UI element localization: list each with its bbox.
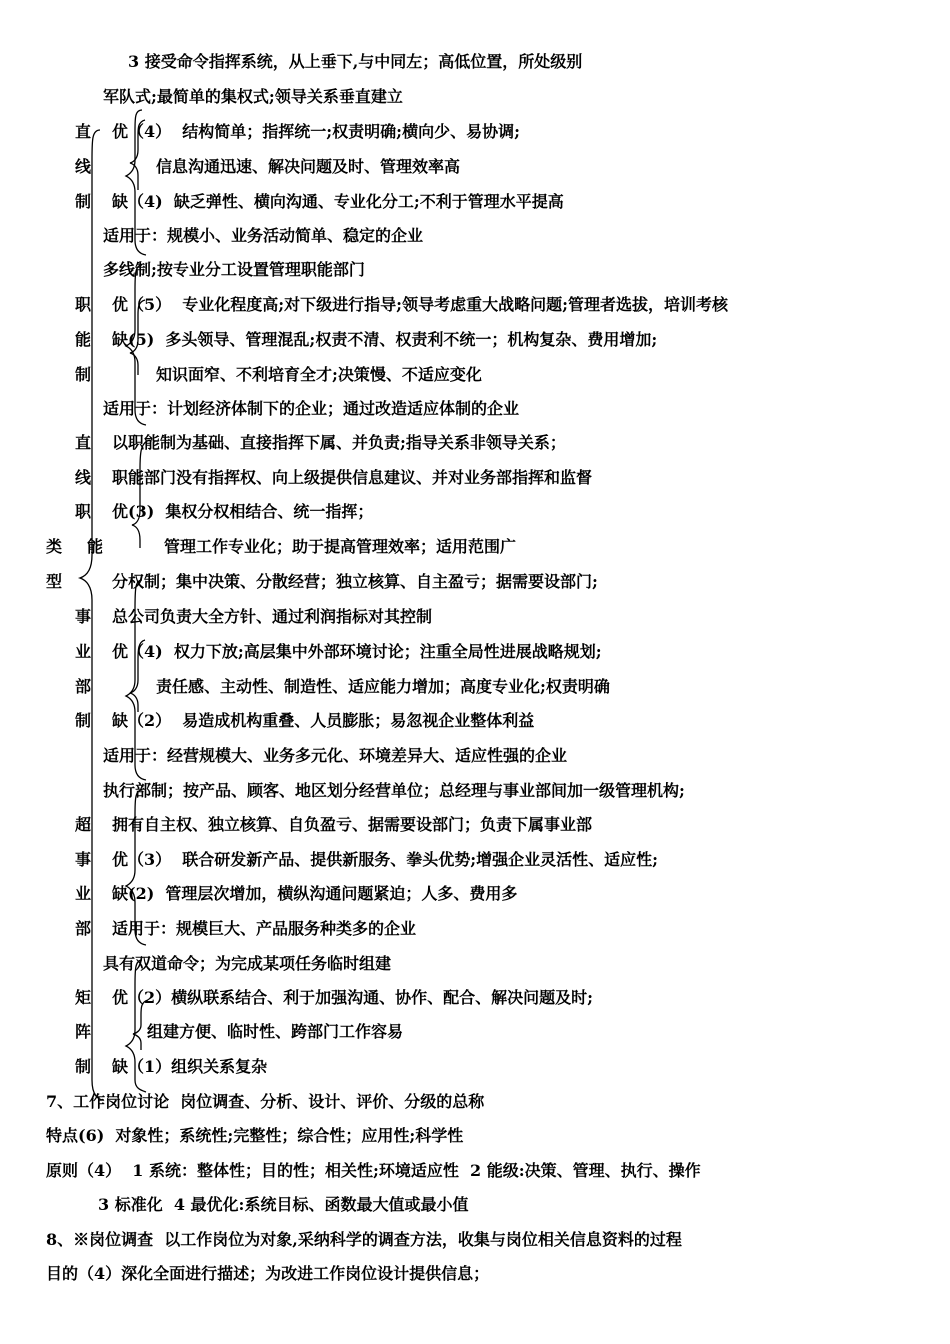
side-label: 事	[75, 607, 92, 626]
text-line: 优（4) 权力下放;高层集中外部环境讨论；注重全局性进展战略规划;	[112, 642, 602, 661]
side-label: 职	[75, 295, 92, 314]
text-line: 3 接受命令指挥系统，从上垂下,与中同左；高低位置，所处级别	[128, 52, 583, 71]
text-line: 优（4） 结构简单；指挥统一;权责明确;横向少、易协调;	[112, 122, 520, 141]
text-line: 缺（1）组织关系复杂	[112, 1057, 268, 1076]
text-line: 拥有自主权、独立核算、自负盈亏、据需要设部门；负责下属事业部	[112, 815, 593, 834]
text-line: 缺（4) 缺乏弹性、横向沟通、专业化分工;不利于管理水平提高	[112, 192, 564, 211]
text-line: 适用于：规模小、业务活动简单、稳定的企业	[103, 226, 424, 245]
text-line: 执行部制；按产品、顾客、地区划分经营单位；总经理与事业部间加一级管理机构;	[103, 781, 685, 800]
brace-line-functional	[132, 440, 150, 548]
side-label: 类	[46, 537, 63, 556]
side-label: 能	[87, 537, 104, 556]
text-line: 特点(6) 对象性；系统性;完整性；综合性；应用性;科学性	[46, 1126, 464, 1145]
text-line: 8、※岗位调查 以工作岗位为对象,采纳科学的调查方法，收集与岗位相关信息资料的过程	[46, 1230, 682, 1249]
side-label: 制	[75, 1057, 92, 1076]
side-label: 能	[75, 330, 92, 349]
text-line: 组建方便、临时性、跨部门工作容易	[147, 1022, 404, 1041]
side-label: 制	[75, 365, 92, 384]
side-label: 事	[75, 850, 92, 869]
side-label: 线	[75, 468, 92, 487]
text-line: 信息沟通迅速、解决问题及时、管理效率高	[156, 157, 461, 176]
side-label: 部	[75, 677, 92, 696]
text-line: 多线制;按专业分工设置管理职能部门	[103, 260, 365, 279]
text-line: 职能部门没有指挥权、向上级提供信息建议、并对业务部指挥和监督	[112, 468, 593, 487]
text-line: 原则（4） 1 系统：整体性；目的性；相关性;环境适应性 2 能级:决策、管理、执行、操作	[46, 1161, 701, 1180]
side-label: 制	[75, 192, 92, 211]
text-line: 知识面窄、不利培育全才;决策慢、不适应变化	[156, 365, 482, 384]
side-label: 超	[75, 815, 92, 834]
side-label: 型	[46, 572, 63, 591]
text-line: 适用于：经营规模大、业务多元化、环境差异大、适应性强的企业	[103, 746, 568, 765]
text-line: 3 标准化 4 最优化:系统目标、函数最大值或最小值	[98, 1195, 469, 1214]
text-line: 7、工作岗位讨论 岗位调查、分析、设计、评价、分级的总称	[46, 1092, 485, 1111]
text-line: 适用于：规模巨大、产品服务种类多的企业	[112, 919, 417, 938]
side-label: 部	[75, 919, 92, 938]
side-label: 直	[75, 122, 92, 141]
text-line: 缺（2） 易造成机构重叠、人员膨胀；易忽视企业整体利益	[112, 711, 535, 730]
side-label: 业	[75, 642, 92, 661]
side-label: 职	[75, 502, 92, 521]
text-line: 优（3） 联合研发新产品、提供新服务、拳头优势;增强企业灵活性、适应性;	[112, 850, 659, 869]
text-line: 总公司负责大全方针、通过利润指标对其控制	[112, 607, 433, 626]
text-line: 管理工作专业化；助于提高管理效率；适用范围广	[164, 537, 517, 556]
side-label: 直	[75, 433, 92, 452]
text-line: 优（5） 专业化程度高;对下级进行指导;领导考虑重大战略问题;管理者选拔，培训考核	[112, 295, 728, 314]
text-line: 目的（4）深化全面进行描述；为改进工作岗位设计提供信息；	[46, 1264, 490, 1283]
text-line: 优(3) 集权分权相结合、统一指挥；	[112, 502, 374, 521]
text-line: 军队式;最简单的集权式;领导关系垂直建立	[103, 87, 403, 106]
side-label: 矩	[75, 988, 92, 1007]
text-line: 缺(5) 多头领导、管理混乱;权责不清、权责利不统一；机构复杂、费用增加;	[112, 330, 658, 349]
side-label: 线	[75, 157, 92, 176]
text-line: 具有双道命令；为完成某项任务临时组建	[103, 954, 392, 973]
side-label: 阵	[75, 1022, 92, 1041]
text-line: 分权制；集中决策、分散经营；独立核算、自主盈亏；据需要设部门;	[112, 572, 598, 591]
side-label: 业	[75, 884, 92, 903]
text-line: 优（2）横纵联系结合、利于加强沟通、协作、配合、解决问题及时;	[112, 988, 594, 1007]
text-line: 缺(2) 管理层次增加，横纵沟通问题紧迫；人多、费用多	[112, 884, 518, 903]
text-line: 以职能制为基础、直接指挥下属、并负责;指导关系非领导关系；	[112, 433, 566, 452]
text-line: 责任感、主动性、制造性、适应能力增加；高度专业化;权责明确	[156, 677, 610, 696]
text-line: 适用于：计划经济体制下的企业；通过改造适应体制的企业	[103, 399, 520, 418]
side-label: 制	[75, 711, 92, 730]
